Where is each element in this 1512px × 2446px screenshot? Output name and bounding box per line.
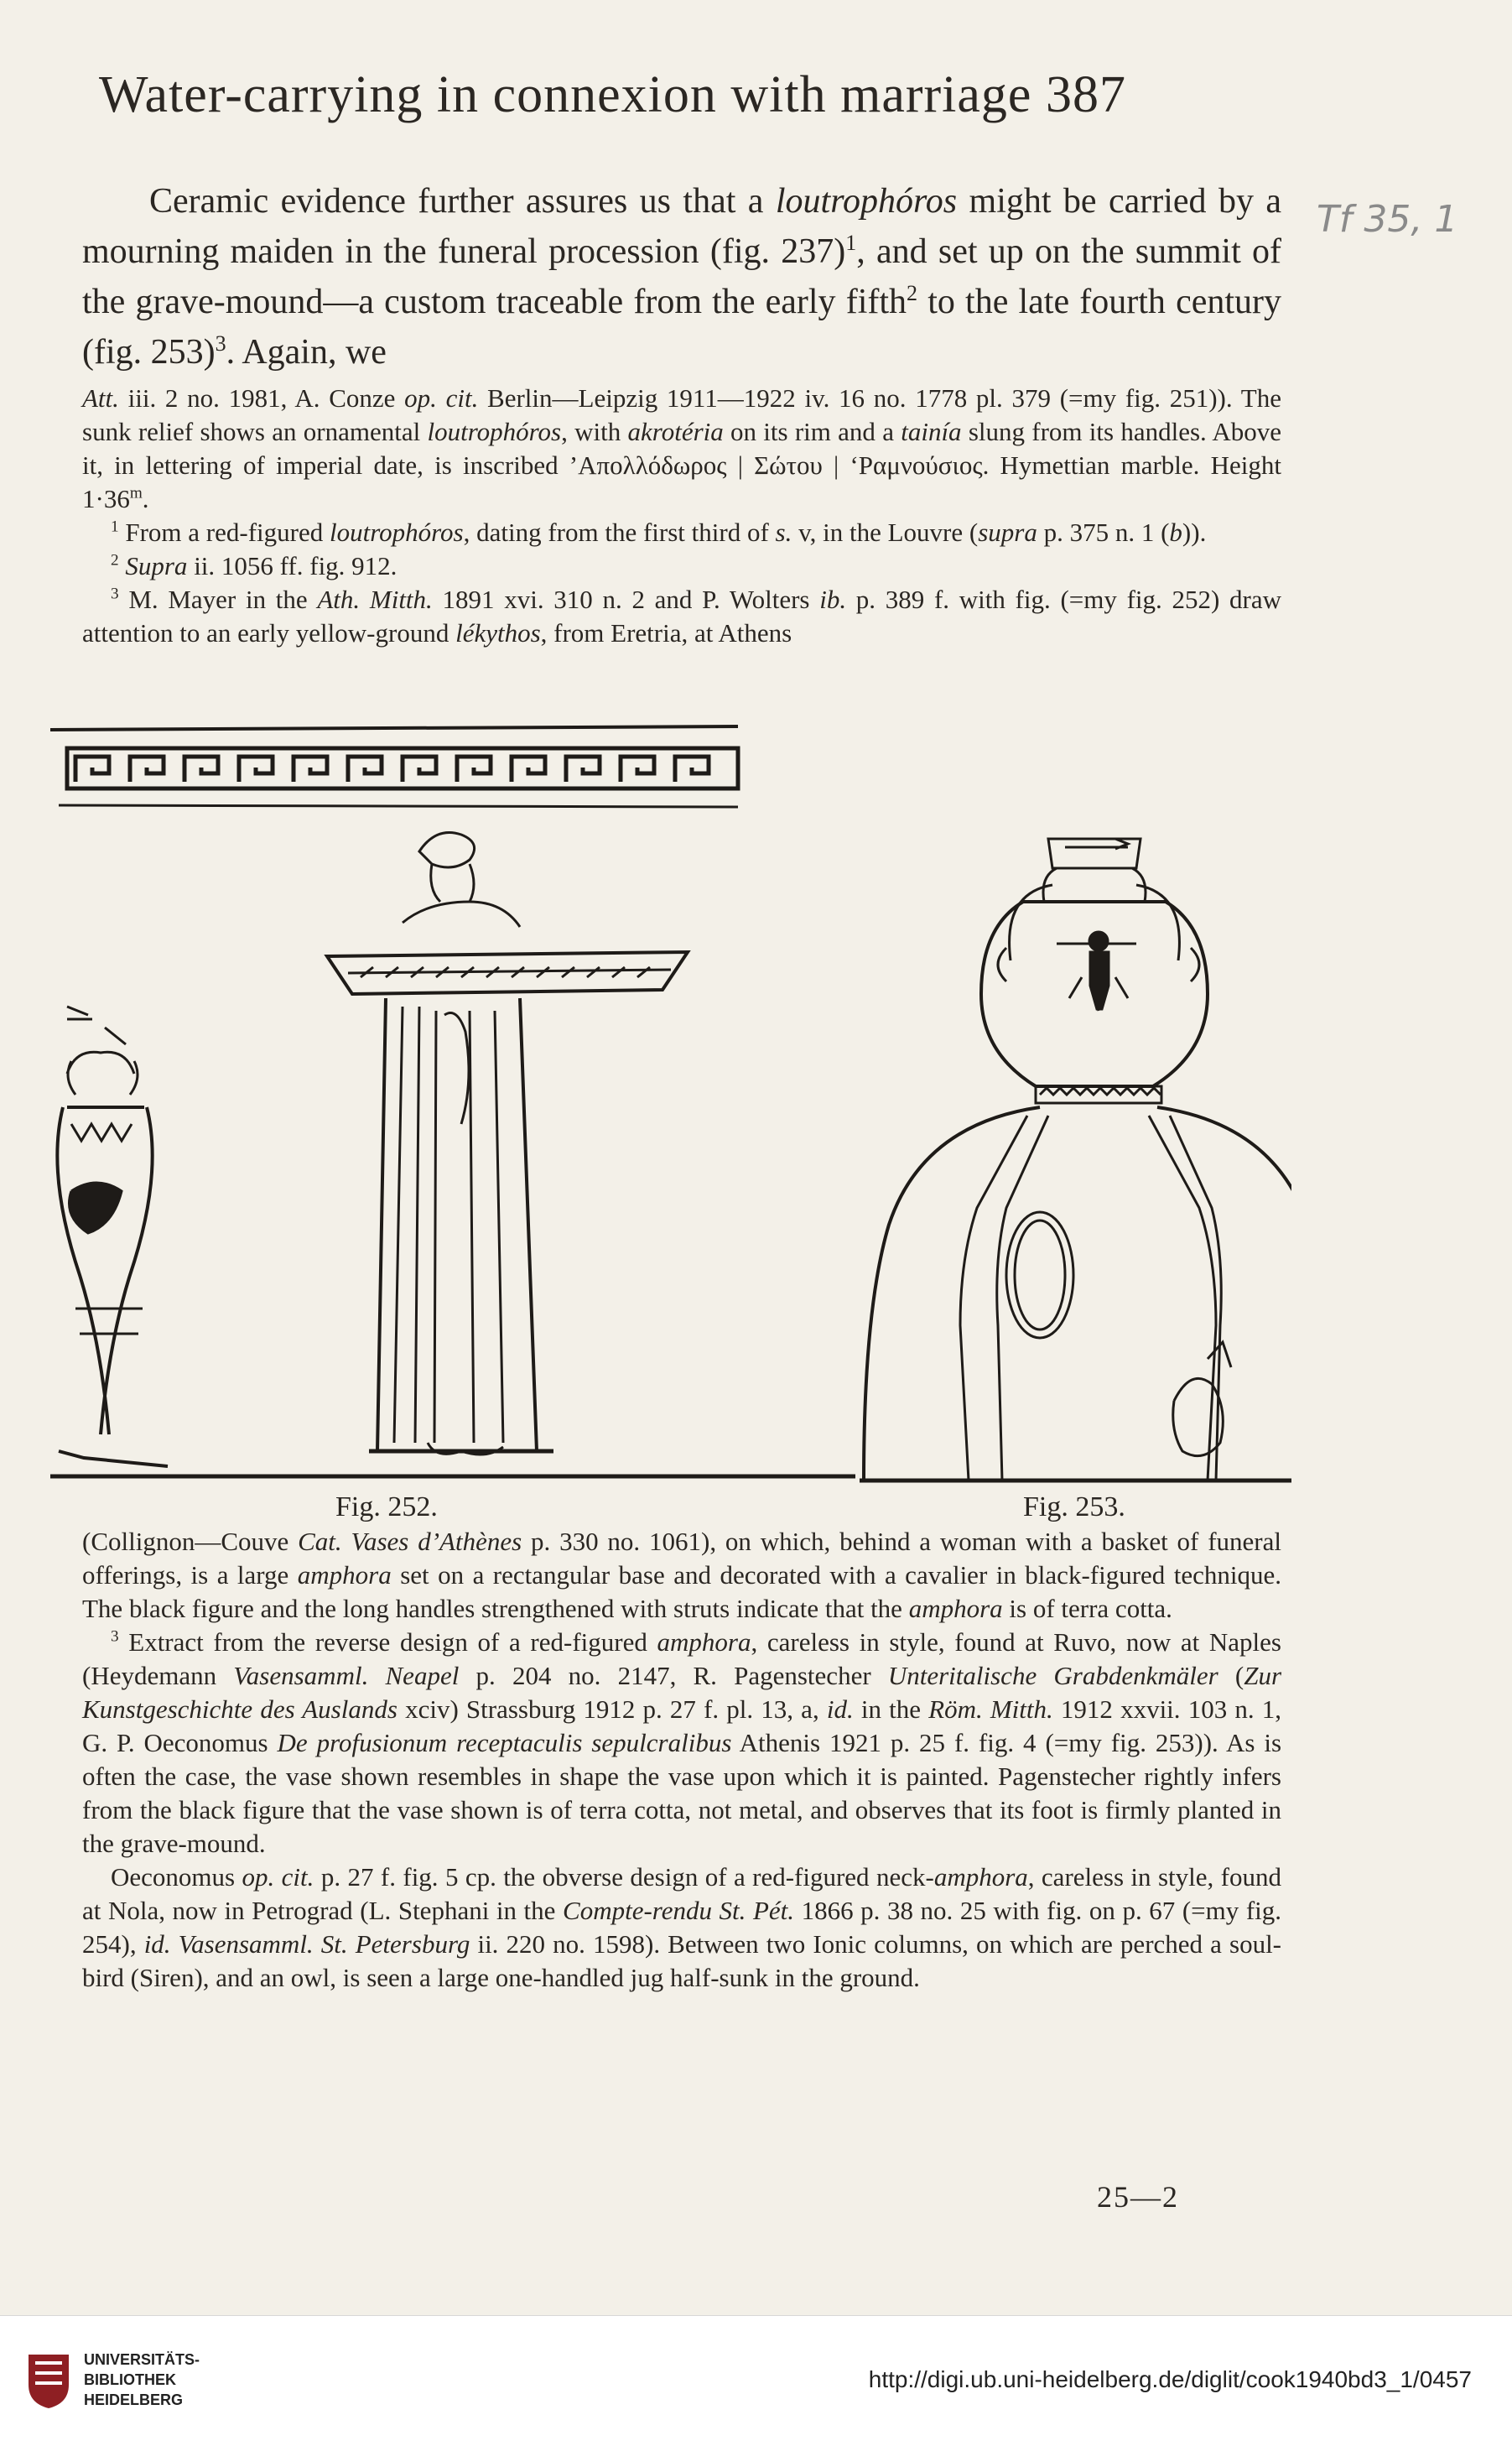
pencil-margin-note: Tf 35, 1 [1317, 198, 1458, 241]
meander-frieze [50, 726, 738, 807]
body-paragraph [82, 176, 1281, 377]
footnote-paragraph: Oeconomus op. cit. p. 27 f. fig. 5 cp. the obverse design of a red-figured neck-amphora, careless in style, found at Nola, now in Petrograd (L. Stephani in the Compte-rendu St. Pét. 1866 p. 38 no. 25 with fig. on p. 67 (=my fig. 254), id. Vasensamml. St. Petersburg ii. 220 no. 1598). Between two Ionic columns, on which are perched a soul-bird (Siren), and an owl, is seen a large one-handled jug half-sunk in the ground. [82, 1862, 1282, 1992]
footnote-paragraph: $^2$ Supra ii. 1056 ff. fig. 912. [111, 551, 397, 580]
black-figure-amphora [57, 1007, 168, 1466]
footnote-paragraph: $^3$ Extract from the reverse design of a red-figured amphora, careless in style, found at Ruvo, now at Naples (Heydemann Vasensamml. Neapel p. 204 no. 2147, R. Pagenstecher Unteritalische Grabdenkmäler (Zur Kunstgeschichte des Auslands xciv) Strassburg 1912 p. 27 f. pl. 13, a, id. in the Röm. Mitth. 1912 xxvii. 103 n. 1, G. P. Oeconomus De profusionum receptaculis sepulcralibus Athenis 1921 p. 25 f. fig. 4 (=my fig. 253)). As is often the case, the vase shown resembles in shape the vase upon which it is painted. Pagenstecher rightly infers from the black figure that the vase shown is of terra cotta, not metal, and observes that its foot is firmly planted in the grave-mound. [82, 1627, 1282, 1858]
grave-mound-with-vase [860, 839, 1291, 1481]
running-title: Water-carrying in connexion with marriage 387 [99, 66, 1126, 123]
library-name-line3: HEIDELBERG [84, 2391, 184, 2408]
viewer-footer [0, 2315, 1512, 2446]
footnotes-bottom [82, 1525, 1281, 1995]
library-name-line2: BIBLIOTHEK [84, 2371, 176, 2388]
permalink-url[interactable]: http://digi.ub.uni-heidelberg.de/diglit/cook1940bd3_1/0457 [868, 2366, 1472, 2392]
university-library-logo-icon [25, 2351, 72, 2410]
footnote-paragraph: $^1$ From a red-figured loutrophóros, dating from the first third of s. v, in the Louvre (supra p. 375 n. 1 (b)). [111, 518, 1207, 547]
footnote-paragraph: $^3$ M. Mayer in the Ath. Mitth. 1891 xvi. 310 n. 2 and P. Wolters ib. p. 389 f. with fig. (=my fig. 252) draw attention to an early yellow-ground lékythos, from Eretria, at Athens [82, 585, 1281, 648]
page-signature: 25—2 [1097, 2180, 1179, 2214]
figure-drawings [50, 721, 1291, 1510]
footnote-paragraph: (Collignon—Couve Cat. Vases d’Athènes p. 330 no. 1061), on which, behind a woman with a basket of funeral offerings, is a large amphora set on a rectangular base and decorated with a cavalier in black-figured technique. The black figure and the long handles strengthened with struts indicate that the amphora is of terra cotta. [82, 1527, 1282, 1623]
footnotes-top [82, 382, 1281, 650]
woman-with-basket [327, 833, 688, 1455]
library-name-line1: UNIVERSITÄTS- [84, 2351, 200, 2368]
body-paragraph-text: Ceramic evidence further assures us that a loutrophóros might be carried by a mourning maiden in the funeral procession (fig. 237)$^1$, and set up on the summit of the grave-mound—a custom traceable from the early fifth$^2$ to the late fourth century (fig. 253)$^3$. Again, we [82, 182, 1282, 372]
fig252-caption: Fig. 252. [335, 1491, 438, 1522]
fig253-caption: Fig. 253. [1023, 1491, 1125, 1522]
figures-area [50, 721, 1291, 1522]
library-name [84, 2350, 200, 2410]
footnote-paragraph: Att. iii. 2 no. 1981, A. Conze op. cit. Berlin—Leipzig 1911—1922 iv. 16 no. 1778 pl. 379 (=my fig. 251)). The sunk relief shows an ornamental loutrophóros, with akrotéria on its rim and a tainía slung from its handles. Above it, in lettering of imperial date, is inscribed ’Απολλόδωρος | Σώτου | ‘Ραμνούσιος. Hymettian marble. Height $1\cdot 36^m$. [82, 383, 1281, 513]
